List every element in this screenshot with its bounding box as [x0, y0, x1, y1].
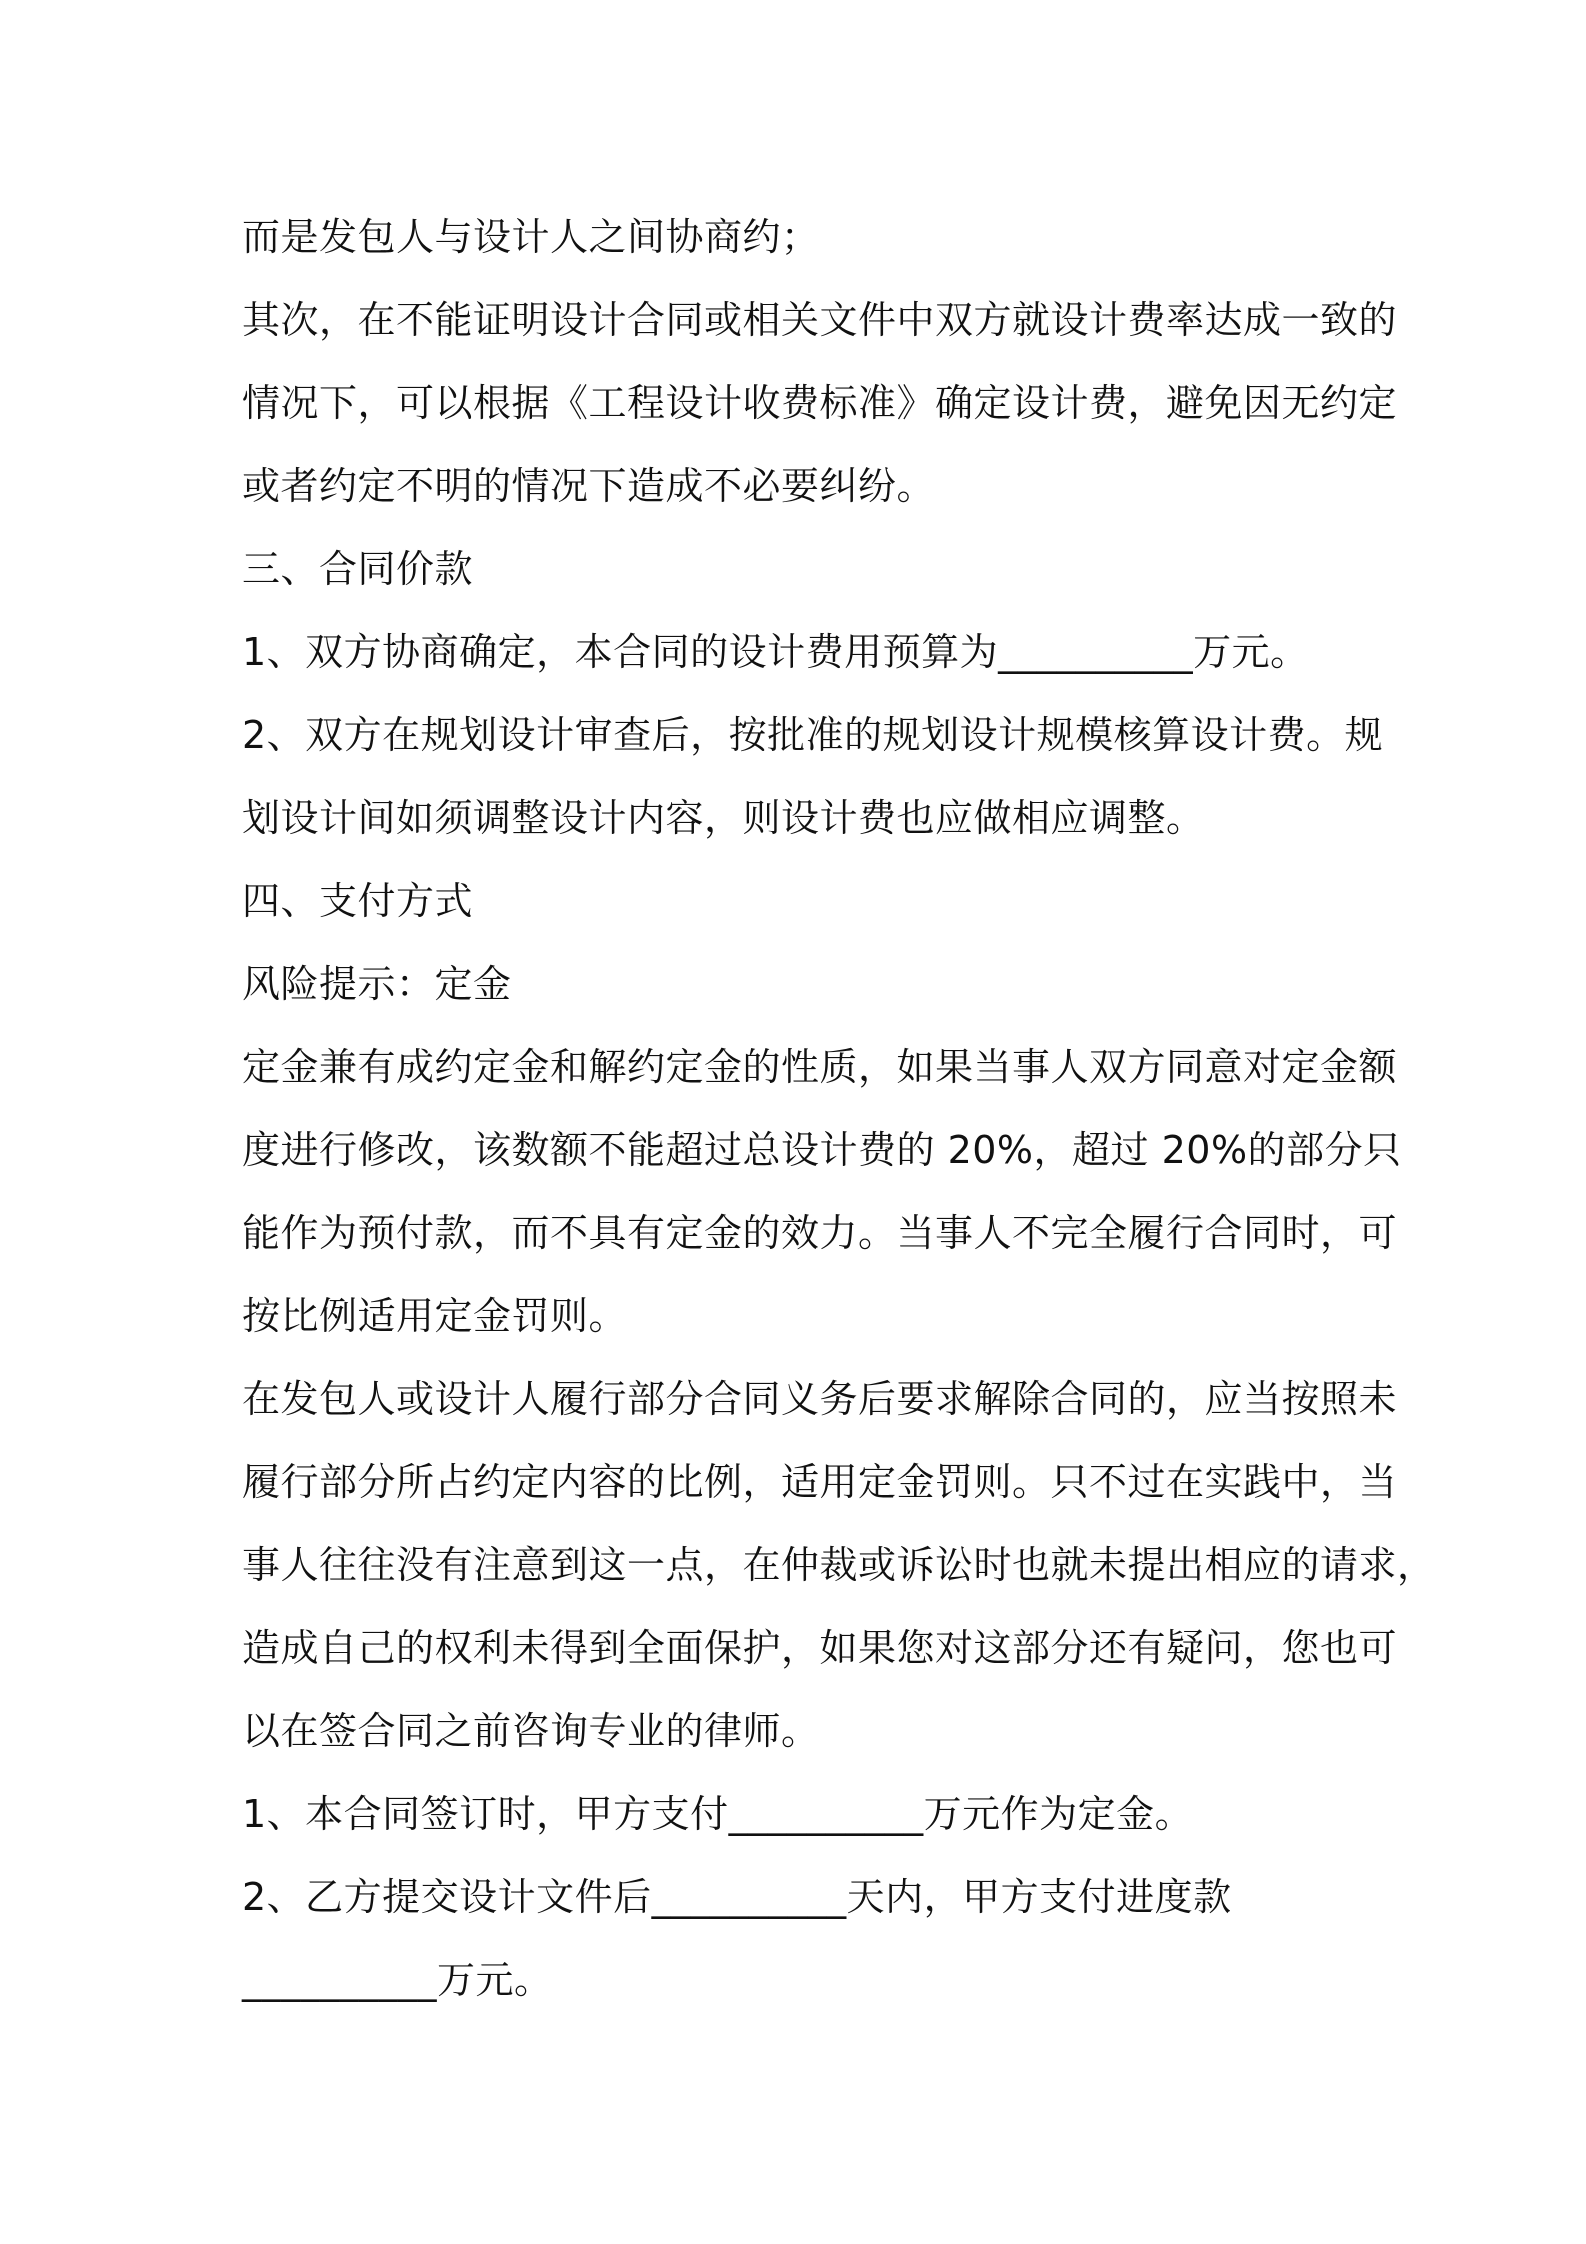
text-line: 或者约定不明的情况下造成不必要纠纷。 — [242, 464, 936, 508]
text-line: 1、本合同签订时，甲方支付__________万元作为定金。 — [242, 1792, 1194, 1836]
text-line: 2、双方在规划设计审查后，按批准的规划设计规模核算设计费。规 — [242, 713, 1384, 757]
section-heading: 四、支付方式 — [242, 879, 474, 923]
text-line: 其次，在不能证明设计合同或相关文件中双方就设计费率达成一致的 — [242, 298, 1398, 342]
section-heading: 三、合同价款 — [242, 547, 474, 591]
risk-notice-heading: 风险提示：定金 — [242, 962, 512, 1006]
text-line: 按比例适用定金罚则。 — [242, 1294, 628, 1338]
document-body — [242, 196, 1436, 2022]
text-line: 度进行修改，该数额不能超过总设计费的 20%，超过 20%的部分只 — [242, 1128, 1402, 1172]
text-line: 情况下，可以根据《工程设计收费标准》确定设计费，避免因无约定 — [242, 381, 1398, 425]
text-line: 能作为预付款，而不具有定金的效力。当事人不完全履行合同时，可 — [242, 1211, 1398, 1255]
text-line: 定金兼有成约定金和解约定金的性质，如果当事人双方同意对定金额 — [242, 1045, 1398, 1089]
text-line: 在发包人或设计人履行部分合同义务后要求解除合同的，应当按照未 — [242, 1377, 1398, 1421]
text-line: 履行部分所占约定内容的比例，适用定金罚则。只不过在实践中，当 — [242, 1460, 1398, 1504]
text-line: 1、双方协商确定，本合同的设计费用预算为__________万元。 — [242, 630, 1309, 674]
text-line: 造成自己的权利未得到全面保护，如果您对这部分还有疑问，您也可 — [242, 1626, 1398, 1670]
text-line: __________万元。 — [242, 1958, 553, 2002]
text-line: 而是发包人与设计人之间协商约； — [242, 215, 820, 259]
text-line: 事人往往没有注意到这一点，在仲裁或诉讼时也就未提出相应的请求， — [242, 1543, 1436, 1587]
text-line: 划设计间如须调整设计内容，则设计费也应做相应调整。 — [242, 796, 1205, 840]
text-line: 以在签合同之前咨询专业的律师。 — [242, 1709, 820, 1753]
text-line: 2、乙方提交设计文件后__________天内，甲方支付进度款 — [242, 1875, 1232, 1919]
